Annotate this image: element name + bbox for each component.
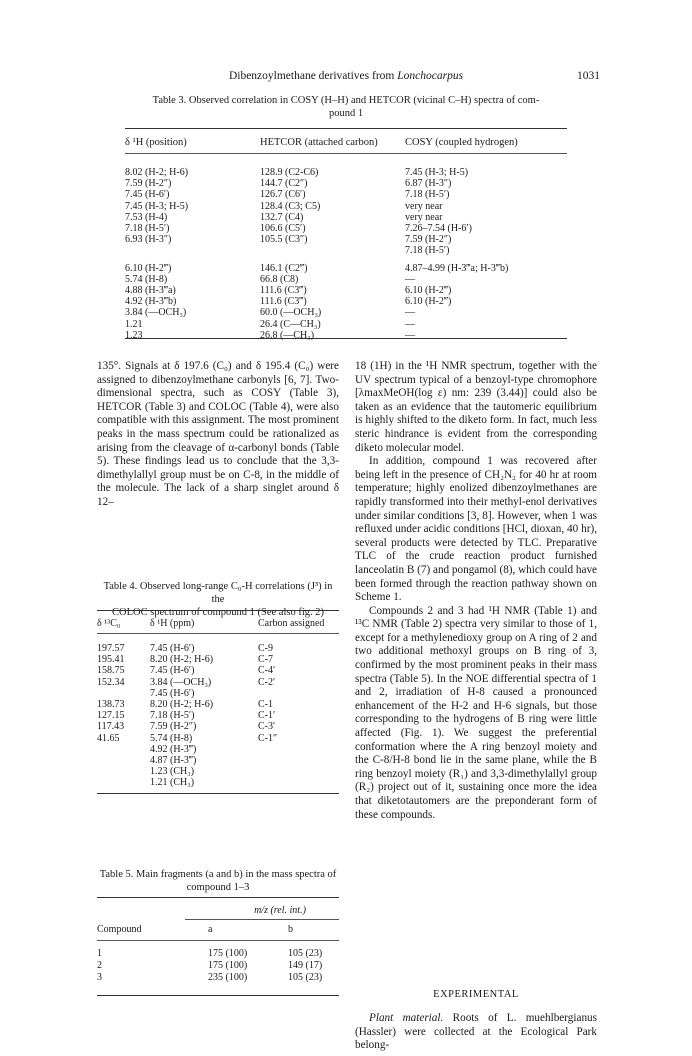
table3-caption-line1: Table 3. Observed correlation in COSY (H–H) and HETCOR (vicinal C–H) spectra of com- xyxy=(152,95,540,106)
table5-caption-line2: compound 1–3 xyxy=(186,882,250,893)
section-heading-experimental: EXPERIMENTAL xyxy=(433,989,519,1000)
table3-cell: 6.93 (H-3″) xyxy=(125,234,172,246)
table4-cell: 4.92 (H-3‴) xyxy=(150,743,197,755)
table3-cell: 6.87 (H-3″) xyxy=(405,178,452,190)
table3-caption-line2: pound 1 xyxy=(328,108,364,119)
table3-cell: 6.10 (H-2‴) xyxy=(405,285,452,296)
table4-cell: C-3′ xyxy=(258,721,276,733)
table4-cell: 195.41 xyxy=(97,654,125,666)
table3-cell: 4.88 (H-3‴a) xyxy=(125,285,176,296)
table3-cell: — xyxy=(405,273,415,285)
running-head-text: Dibenzoylmethane derivatives from xyxy=(228,70,398,82)
table3-cell: 146.1 (C2‴) xyxy=(260,262,308,274)
table5-bottom-rule xyxy=(97,995,339,996)
table3-cell: 3.84 (—OCH₃) xyxy=(125,307,187,319)
table5-header-top: m/z (rel. int.) xyxy=(254,905,306,916)
table3-cell: 144.7 (C2″) xyxy=(260,178,308,190)
table3-header-rule xyxy=(125,153,567,154)
table3-cell: 4.87–4.99 (H-3‴a; H-3‴b) xyxy=(405,262,509,274)
right-column-paragraph-3: Compounds 2 and 3 had ¹H NMR (Table 1) and ¹³C NMR (Table 2) spectra very similar to those of 1, except for a methylenedioxy group on A ring of 2 and two additional methoxyl groups on B ring of 3, confirmed by the most prominent peaks in their mass spectra (Table 5). In the NOE differential spectra of 1 and 2, irradiation of H-8 caused a pronounced enhancement of the H-2 and H-6 signals, but those corresponding to the hydrogens of B ring were little affected (Fig. 1). We suggest the preferential conformation where the A ring benzoyl moiety and the C-8/H-8 bond lie in the same plane, while the B ring benzoyl moiety (R₁) and 3,3-dimethylallyl group (R₂) project out of it, sustaining once more the idea that diketotautomers are the preponderant form of these compounds. xyxy=(355,604,597,821)
table3-caption xyxy=(112,94,580,120)
table5-cell: 105 (23) xyxy=(288,948,323,959)
experimental-text: Roots of L. muehlbergianus (Hassler) were collected at the Ecological Park belong- xyxy=(355,1012,597,1052)
table3-cell: 1.21 xyxy=(125,318,143,330)
experimental-subheading: Plant material. xyxy=(369,1012,444,1024)
page-number: 1031 xyxy=(577,70,600,82)
table4-cell: 5.74 (H-8) xyxy=(150,732,193,744)
left-column xyxy=(97,360,339,510)
table5-cell: 2 xyxy=(97,960,102,971)
table3-cell: 7.45 (H-3; H-5) xyxy=(125,200,189,212)
table3-cell: 7.18 (H-5′) xyxy=(405,189,450,201)
table5-caption xyxy=(97,868,339,894)
table4-cell: 7.59 (H-2″) xyxy=(150,721,197,733)
table4-header-2: Carbon assigned xyxy=(258,618,325,629)
table3-cell: 6.10 (H-2‴) xyxy=(405,296,452,308)
table4-cell: C-1 xyxy=(258,699,273,710)
table4-header-0: δ ¹³C₀ xyxy=(97,618,121,629)
table4-cell: 152.34 xyxy=(97,676,125,688)
table4-cell: 7.18 (H-5′) xyxy=(150,710,195,722)
right-column-paragraph-2: In addition, compound 1 was recovered after being left in the presence of CH₂N₂ for 40 hr at room temperature; highly enolized dibenzoylmethanes are rapidly transformed into their methyl-enol derivatives under similar conditions [3, 8]. However, when 1 was refluxed under acidic conditions [HCl, dioxan, 40 hr), several products were detected by TLC. Preparative TLC of the crude reaction product furnished lanceolatin B (7) and pongamol (8), which could have been formed through the reaction pathway shown on Scheme 1. xyxy=(355,455,598,604)
table3-cell: 126.7 (C6′) xyxy=(260,189,306,201)
table3-cell: 8.02 (H-2; H-6) xyxy=(125,167,189,178)
table4-cell: C-7 xyxy=(258,654,273,666)
table3-cell: 26.8 (—CH₃) xyxy=(260,329,315,341)
table3-cell: very near xyxy=(405,200,443,212)
table4-cell: 138.73 xyxy=(97,699,125,710)
table3-cell: 7.45 (H-3; H-5) xyxy=(405,167,469,178)
table3-cell: 111.6 (C3‴) xyxy=(260,296,307,308)
table3-cell: 60.0 (—OCH₃) xyxy=(260,307,322,319)
table3-cell: 7.18 (H-5′) xyxy=(125,223,170,234)
table5-span-rule xyxy=(185,919,339,920)
table5-cell: 3 xyxy=(97,972,102,983)
table3-cell: — xyxy=(405,329,415,341)
table4-caption-line2: COLOC spectrum of compound 1 (See also fig. 2) xyxy=(111,607,324,618)
table5-header-0: Compound xyxy=(97,924,142,935)
table5-header-2: b xyxy=(288,924,293,935)
table3-cell: 7.53 (H-4) xyxy=(125,211,168,223)
table4-cell: 7.45 (H-6′) xyxy=(150,665,195,677)
table3-header-1: HETCOR (attached carbon) xyxy=(260,137,378,148)
table3-cell: 26.4 (C—CH₃) xyxy=(260,318,321,330)
table3-cell: 5.74 (H-8) xyxy=(125,273,168,285)
right-column-paragraph-1: 18 (1H) in the ¹H NMR spectrum, together with the UV spectrum typical of a benzoyl-type chromophore [λmaxMeOH(log ε) nm: 239 (3.44)] could also be taken as an evidence that the tautomeric equilibrium is highly shifted to the diketo form. In fact, much less steric hindrance is evident from the corresponding diketo molecular model. xyxy=(355,360,597,454)
table5-caption-line1: Table 5. Main fragments (a and b) in the mass spectra of xyxy=(99,869,337,880)
table4-cell: 117.43 xyxy=(97,721,125,733)
table4-cell: 8.20 (H-2; H-6) xyxy=(150,699,214,710)
table3-cell: very near xyxy=(405,211,443,223)
running-head-italic: Lonchocarpus xyxy=(397,70,464,82)
table5-header-1: a xyxy=(208,924,213,935)
table3-bottom-rule xyxy=(125,338,567,339)
table5-top-rule xyxy=(97,897,339,898)
table4-cell: 1.21 (CH₃) xyxy=(150,777,195,789)
table3-cell: 66.8 (C8) xyxy=(260,273,299,285)
table4-cell: 7.45 (H-6′) xyxy=(150,643,195,654)
table4-cell: C-2′ xyxy=(258,676,276,688)
table5-cell: 175 (100) xyxy=(208,948,248,959)
left-column-paragraph: 135°. Signals at δ 197.6 (C₀) and δ 195.4 (C₀) were assigned to dibenzoylmethane carbonyls [6, 7]. Two-dimensional spectra, such as COSY (Table 3), HETCOR (Table 3) and COLOC (Table 4), were also compatible with this assignment. The most prominent peaks in the mass spectrum could be rationalized as arising from the cleavage of α-carbonyl bonds (Table 5). These findings lead us to conclude that the 3,3-dimethylallyl group must be on C-8, in the middle of the molecule. The lack of a sharp singlet around δ 12– xyxy=(97,360,339,508)
table4-cell: 4.87 (H-3‴) xyxy=(150,755,197,766)
table4-header-1: δ ¹H (ppm) xyxy=(150,618,195,629)
table3-cell: 7.59 (H-2″) xyxy=(125,178,172,190)
table5-cell: 105 (23) xyxy=(288,972,323,983)
table3-cell: 132.7 (C4) xyxy=(260,211,304,223)
table4-cell: 197.57 xyxy=(97,643,125,654)
table3-cell: 7.59 (H-2″) xyxy=(405,234,452,246)
table4-cell: 41.65 xyxy=(97,732,120,744)
table3-cell: 7.45 (H-6′) xyxy=(125,189,170,201)
table4-cell: 3.84 (—OCH₃) xyxy=(150,676,212,688)
table3-cell: — xyxy=(405,318,415,330)
table4-cell: C-1′ xyxy=(258,710,276,722)
table4-caption xyxy=(97,580,339,619)
table3-cell: 106.6 (C5′) xyxy=(260,223,306,234)
table4-cell: C-4′ xyxy=(258,665,276,677)
table3-cell: 128.9 (C2-C6) xyxy=(260,167,319,178)
table4-header-rule xyxy=(97,633,339,634)
table3-cell: — xyxy=(405,307,415,319)
right-column xyxy=(355,360,597,822)
table5-cell: 149 (17) xyxy=(288,960,323,971)
table3-cell: 4.92 (H-3‴b) xyxy=(125,296,177,308)
table3-cell: 1.23 xyxy=(125,329,143,341)
table5-header-rule xyxy=(97,940,339,941)
table4-cell: 8.20 (H-2; H-6) xyxy=(150,654,214,666)
table4-cell: 127.15 xyxy=(97,710,125,722)
table4-cell: 7.45 (H-6′) xyxy=(150,687,195,699)
table3-cell: 7.18 (H-5′) xyxy=(405,245,450,257)
table3-cell: 128.4 (C3; C5) xyxy=(260,200,321,212)
table4-cell: 1.23 (CH₃) xyxy=(150,766,195,778)
table4-cell: C-1″ xyxy=(258,732,278,744)
table4-cell: C-9 xyxy=(258,643,273,654)
table3-header-0: δ ¹H (position) xyxy=(125,137,187,148)
table3-cell: 6.10 (H-2‴) xyxy=(125,262,172,274)
table5-cell: 235 (100) xyxy=(208,972,248,983)
table3-top-rule xyxy=(125,128,567,129)
table4-cell: 158.75 xyxy=(97,665,125,677)
experimental-paragraph xyxy=(355,1012,597,1053)
table3-header-2: COSY (coupled hydrogen) xyxy=(405,137,518,148)
table5-cell: 1 xyxy=(97,948,102,959)
table3-cell: 7.26–7.54 (H-6′) xyxy=(405,223,472,234)
table3-cell: 111.6 (C3‴) xyxy=(260,285,307,296)
table4-caption-line1: Table 4. Observed long-range C₀-H correlations (J³) in the xyxy=(103,581,333,605)
table4-top-rule xyxy=(97,610,339,611)
table5-cell: 175 (100) xyxy=(208,960,248,971)
table3-cell: 105.5 (C3″) xyxy=(260,234,308,246)
table4-bottom-rule xyxy=(97,793,339,794)
